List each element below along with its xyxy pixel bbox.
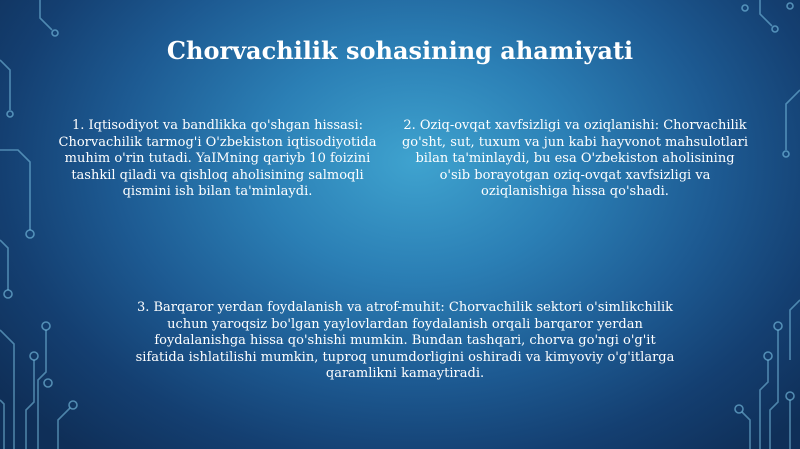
circuit-trace bbox=[58, 408, 70, 449]
circuit-trace bbox=[0, 330, 14, 449]
circuit-trace bbox=[760, 0, 772, 26]
circuit-node bbox=[30, 352, 38, 360]
circuit-node bbox=[44, 379, 52, 387]
circuit-trace bbox=[760, 360, 768, 449]
circuit-node bbox=[772, 26, 778, 32]
paragraph-economy: 1. Iqtisodiyot va bandlikka qo'shgan hissasi: Chorvachilik tarmog'i O'zbekiston iqtisodiyotida muhim o'rin tutadi. YaIMning qariyb 10 foizini tashkil qiladi va qishloq aholisining salmoqli qismini ish bilan ta'minlaydi. bbox=[58, 118, 377, 199]
circuit-node bbox=[7, 111, 13, 117]
circuit-node bbox=[742, 5, 748, 11]
circuit-trace bbox=[0, 400, 4, 449]
circuit-node bbox=[764, 352, 772, 360]
circuit-node bbox=[787, 3, 793, 9]
paragraph-sustainable-land-use: 3. Barqaror yerdan foydalanish va atrof-muhit: Chorvachilik sektori o'simlikchilik uchun yaroqsiz bo'lgan yaylovlardan foydalanish orqali barqaror yerdan foydalanishga hissa qo'shishi mumkin. Bundan tashqari, chorva go'ngi o'g'it sifatida ishlatilishi mumkin, tuproq unumdorligini oshiradi va kimyoviy o'g'itlarga qaramlikni kamaytiradi. bbox=[135, 300, 675, 381]
paragraph-food-security: 2. Oziq-ovqat xavfsizligi va oziqlanishi: Chorvachilik go'sht, sut, tuxum va jun kabi hayvonot mahsulotlari bilan ta'minlaydi, bu esa O'zbekiston aholisining o'sib borayotgan oziq-ovqat xavfsizligi va oziqlanishiga hissa qo'shadi. bbox=[401, 118, 749, 199]
circuit-node bbox=[774, 322, 782, 330]
circuit-node bbox=[4, 290, 12, 298]
circuit-node bbox=[735, 405, 743, 413]
slide-title: Chorvachilik sohasining ahamiyati bbox=[166, 36, 634, 65]
circuit-trace bbox=[38, 330, 46, 449]
circuit-trace bbox=[26, 360, 34, 449]
circuit-node bbox=[42, 322, 50, 330]
circuit-trace bbox=[40, 0, 52, 30]
circuit-node bbox=[26, 230, 34, 238]
circuit-trace bbox=[790, 300, 800, 360]
circuit-trace bbox=[0, 150, 30, 230]
circuit-node bbox=[786, 392, 794, 400]
circuit-trace bbox=[770, 330, 778, 449]
circuit-node bbox=[783, 151, 789, 157]
circuit-trace bbox=[0, 60, 10, 110]
circuit-trace bbox=[742, 412, 750, 449]
circuit-node bbox=[69, 401, 77, 409]
circuit-trace bbox=[786, 90, 800, 150]
circuit-trace bbox=[0, 240, 8, 290]
